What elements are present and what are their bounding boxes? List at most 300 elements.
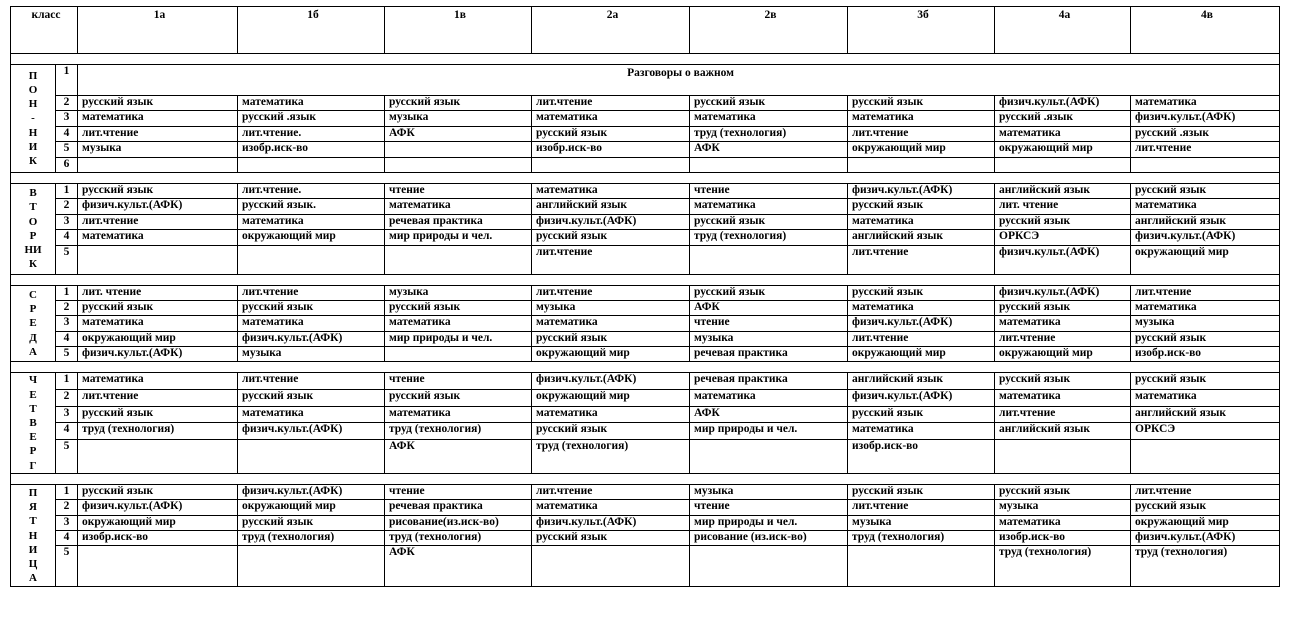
schedule-table (10, 6, 1280, 587)
lesson-cell: математика (1131, 199, 1280, 214)
lesson-cell: АФК (385, 546, 532, 587)
day-letter: Н (28, 529, 38, 542)
lesson-cell: физич.культ.(АФК) (78, 500, 238, 515)
separator-cell (11, 362, 1280, 373)
lesson-row (11, 331, 1280, 346)
lesson-cell: окружающий мир (238, 500, 385, 515)
lesson-row (11, 373, 1280, 390)
lesson-number: 4 (56, 331, 78, 346)
lesson-cell: окружающий мир (532, 389, 690, 406)
lesson-number: 3 (56, 406, 78, 423)
lesson-cell (238, 439, 385, 473)
day-letter: Ч (28, 374, 38, 387)
day-separator (11, 473, 1280, 484)
lesson-cell: английский язык (532, 199, 690, 214)
lesson-cell: математика (385, 199, 532, 214)
lesson-cell: математика (848, 423, 995, 440)
lesson-cell (78, 245, 238, 274)
lesson-cell: АФК (690, 300, 848, 315)
day-letter: Р (29, 445, 37, 458)
lesson-cell: окружающий мир (995, 347, 1131, 362)
day-letter: Р (29, 303, 37, 316)
lesson-cell (385, 347, 532, 362)
lesson-cell: русский .язык (995, 111, 1131, 126)
lesson-cell: русский язык (995, 214, 1131, 229)
lesson-cell: лит.чтение (532, 285, 690, 300)
day-separator (11, 54, 1280, 65)
lesson-cell: физич.культ.(АФК) (1131, 111, 1280, 126)
lesson-cell: физич.культ.(АФК) (848, 316, 995, 331)
day-letter: НИ (24, 243, 42, 256)
lesson-cell: математика (532, 316, 690, 331)
lesson-cell: русский язык (385, 389, 532, 406)
lesson-cell (690, 245, 848, 274)
lesson-cell: русский язык (78, 406, 238, 423)
lesson-cell: изобр.иск-во (238, 142, 385, 157)
lesson-cell: АФК (385, 439, 532, 473)
lesson-cell: английский язык (1131, 406, 1280, 423)
lesson-cell: лит.чтение (532, 484, 690, 499)
lesson-cell: русский язык. (238, 199, 385, 214)
lesson-cell: музыка (1131, 316, 1280, 331)
lesson-cell: труд (технология) (995, 546, 1131, 587)
lesson-cell: физич.культ.(АФК) (238, 331, 385, 346)
lesson-row (11, 199, 1280, 214)
lesson-cell: труд (технология) (848, 531, 995, 546)
lesson-cell: изобр.иск-во (995, 531, 1131, 546)
lesson-cell: математика (995, 316, 1131, 331)
lesson-cell: русский язык (78, 183, 238, 198)
lesson-cell: музыка (385, 111, 532, 126)
lesson-cell: русский язык (848, 484, 995, 499)
lesson-cell (238, 157, 385, 172)
lesson-cell: математика (1131, 300, 1280, 315)
lesson-row (11, 515, 1280, 530)
lesson-cell: мир природы и чел. (385, 331, 532, 346)
lesson-cell (385, 245, 532, 274)
lesson-cell (532, 157, 690, 172)
lesson-number: 1 (56, 65, 78, 96)
lesson-number: 3 (56, 111, 78, 126)
lesson-cell: русский язык (995, 373, 1131, 390)
day-separator (11, 362, 1280, 373)
lesson-cell: русский язык (848, 96, 995, 111)
lesson-cell: математика (385, 316, 532, 331)
lesson-cell: математика (995, 126, 1131, 141)
lesson-cell: физич.культ.(АФК) (78, 347, 238, 362)
lesson-number: 2 (56, 389, 78, 406)
day-letter: Е (29, 431, 37, 444)
lesson-cell: математика (532, 183, 690, 198)
lesson-cell: лит. чтение (78, 285, 238, 300)
lesson-cell: лит.чтение (848, 245, 995, 274)
lesson-cell: русский язык (238, 515, 385, 530)
lesson-cell: окружающий мир (78, 515, 238, 530)
lesson-cell: русский язык (690, 96, 848, 111)
lesson-cell (690, 439, 848, 473)
lesson-number: 3 (56, 316, 78, 331)
lesson-cell: речевая практика (690, 347, 848, 362)
day-letter: С (29, 288, 37, 301)
lesson-row (11, 423, 1280, 440)
lesson-number: 5 (56, 347, 78, 362)
lesson-cell: русский язык (385, 96, 532, 111)
lesson-cell: чтение (385, 183, 532, 198)
lesson-row (11, 230, 1280, 245)
day-letter: Е (29, 388, 37, 401)
day-letter: Я (29, 501, 37, 514)
lesson-cell: математика (238, 214, 385, 229)
lesson-cell: русский язык (1131, 331, 1280, 346)
lesson-cell: математика (238, 316, 385, 331)
day-letter: Д (29, 331, 37, 344)
lesson-cell: математика (78, 111, 238, 126)
day-name (11, 484, 56, 587)
day-letter: А (29, 572, 37, 585)
lesson-cell: лит.чтение (532, 245, 690, 274)
lesson-cell: английский язык (848, 373, 995, 390)
day-name (11, 183, 56, 274)
lesson-cell: лит.чтение (532, 96, 690, 111)
lesson-cell: лит.чтение (848, 500, 995, 515)
day-letter: Ц (28, 557, 38, 570)
lesson-cell: музыка (848, 515, 995, 530)
lesson-cell: лит.чтение (848, 126, 995, 141)
day-letter: В (29, 417, 37, 430)
lesson-row (11, 245, 1280, 274)
lesson-cell: речевая практика (690, 373, 848, 390)
lesson-cell (238, 546, 385, 587)
lesson-cell: русский язык (78, 300, 238, 315)
lesson-cell: русский .язык (1131, 126, 1280, 141)
lesson-cell: русский язык (690, 214, 848, 229)
header-class: 1в (385, 7, 532, 54)
lesson-number: 3 (56, 214, 78, 229)
lesson-cell: труд (технология) (690, 230, 848, 245)
lesson-row (11, 300, 1280, 315)
lesson-number: 1 (56, 484, 78, 499)
lesson-cell: русский язык (848, 199, 995, 214)
lesson-cell: математика (532, 406, 690, 423)
lesson-cell: музыка (385, 285, 532, 300)
lesson-cell: русский язык (238, 389, 385, 406)
lesson-number: 5 (56, 245, 78, 274)
lesson-cell: русский язык (1131, 500, 1280, 515)
lesson-cell: русский язык (995, 484, 1131, 499)
lesson-cell: русский язык (532, 423, 690, 440)
lesson-cell: лит.чтение (995, 331, 1131, 346)
lesson-cell: труд (технология) (385, 423, 532, 440)
lesson-cell: русский язык (848, 406, 995, 423)
lesson-cell (690, 546, 848, 587)
lesson-cell (690, 157, 848, 172)
lesson-row (11, 142, 1280, 157)
header-class: 2а (532, 7, 690, 54)
lesson-row (11, 439, 1280, 473)
lesson-number: 1 (56, 183, 78, 198)
lesson-cell: чтение (690, 183, 848, 198)
lesson-number: 4 (56, 531, 78, 546)
lesson-row (11, 389, 1280, 406)
day-name (11, 285, 56, 362)
lesson-cell (238, 245, 385, 274)
header-class: 2в (690, 7, 848, 54)
lesson-number: 4 (56, 126, 78, 141)
lesson-row (11, 500, 1280, 515)
lesson-cell: лит.чтение (78, 126, 238, 141)
lesson-cell: русский .язык (238, 111, 385, 126)
lesson-cell: лит.чтение (1131, 142, 1280, 157)
day-letter: К (29, 258, 37, 271)
lesson-cell: музыка (78, 142, 238, 157)
lesson-cell: математика (238, 406, 385, 423)
lesson-cell: русский язык (1131, 373, 1280, 390)
lesson-cell: изобр.иск-во (532, 142, 690, 157)
lesson-row (11, 111, 1280, 126)
lesson-cell: физич.культ.(АФК) (995, 96, 1131, 111)
day-name (11, 65, 56, 173)
header-class: 4в (1131, 7, 1280, 54)
lesson-cell: математика (532, 500, 690, 515)
lesson-row (11, 531, 1280, 546)
lesson-cell: физич.культ.(АФК) (995, 245, 1131, 274)
lesson-cell: окружающий мир (1131, 245, 1280, 274)
lesson-cell: АФК (690, 142, 848, 157)
lesson-cell: лит.чтение (1131, 484, 1280, 499)
lesson-cell: рисование (из.иск-во) (690, 531, 848, 546)
lesson-cell: музыка (690, 484, 848, 499)
lesson-number: 3 (56, 515, 78, 530)
lesson-cell: математика (690, 199, 848, 214)
lesson-cell: лит.чтение. (238, 126, 385, 141)
lesson-cell: физич.культ.(АФК) (1131, 531, 1280, 546)
lesson-row (11, 546, 1280, 587)
lesson-cell: чтение (690, 316, 848, 331)
lesson-cell: ОРКСЭ (995, 230, 1131, 245)
lesson-cell (78, 157, 238, 172)
lesson-row (11, 183, 1280, 198)
lesson-cell: русский язык (78, 96, 238, 111)
lesson-cell: музыка (532, 300, 690, 315)
lesson-cell: окружающий мир (532, 347, 690, 362)
lesson-cell: физич.культ.(АФК) (532, 515, 690, 530)
header-corner: класс (11, 7, 78, 54)
header-class: 4а (995, 7, 1131, 54)
lesson-number: 5 (56, 546, 78, 587)
lesson-cell: лит.чтение. (238, 183, 385, 198)
lesson-row (11, 316, 1280, 331)
lesson-cell: лит. чтение (995, 199, 1131, 214)
lesson-number: 1 (56, 285, 78, 300)
lesson-cell: математика (532, 111, 690, 126)
lesson-cell: изобр.иск-во (78, 531, 238, 546)
lesson-cell: русский язык (532, 331, 690, 346)
lesson-cell: труд (технология) (238, 531, 385, 546)
lesson-cell: окружающий мир (78, 331, 238, 346)
header-row (11, 7, 1280, 54)
day-letter: Т (29, 402, 37, 415)
lesson-cell: математика (78, 316, 238, 331)
lesson-cell (532, 546, 690, 587)
lesson-cell: рисование(из.иск-во) (385, 515, 532, 530)
header-class: 3б (848, 7, 995, 54)
lesson-cell: физич.культ.(АФК) (848, 183, 995, 198)
lesson-cell: лит.чтение (238, 373, 385, 390)
lesson-number: 2 (56, 300, 78, 315)
lesson-cell: труд (технология) (78, 423, 238, 440)
lesson-cell: лит.чтение (1131, 285, 1280, 300)
lesson-cell: английский язык (848, 230, 995, 245)
lesson-row (11, 484, 1280, 499)
lesson-cell: математика (78, 373, 238, 390)
lesson-cell: математика (995, 389, 1131, 406)
lesson-number: 5 (56, 142, 78, 157)
lesson-cell: чтение (690, 500, 848, 515)
lesson-cell: русский язык (238, 300, 385, 315)
lesson-cell: окружающий мир (848, 347, 995, 362)
lesson-cell: труд (технология) (385, 531, 532, 546)
lesson-cell (848, 157, 995, 172)
lesson-cell: математика (238, 96, 385, 111)
day-letter: П (28, 69, 38, 82)
lesson-cell: лит.чтение (238, 285, 385, 300)
lesson-cell: речевая практика (385, 214, 532, 229)
lesson-cell: математика (78, 230, 238, 245)
lesson-cell: русский язык (532, 126, 690, 141)
lesson-cell: математика (848, 300, 995, 315)
day-letter: - (31, 112, 35, 125)
separator-cell (11, 54, 1280, 65)
lesson-cell: окружающий мир (1131, 515, 1280, 530)
lesson-cell: математика (690, 111, 848, 126)
day-name (11, 373, 56, 473)
lesson-cell: лит.чтение (78, 389, 238, 406)
lesson-cell: окружающий мир (848, 142, 995, 157)
lesson-cell (1131, 439, 1280, 473)
lesson-cell: физич.культ.(АФК) (1131, 230, 1280, 245)
lesson-cell: математика (848, 214, 995, 229)
lesson-cell: АФК (385, 126, 532, 141)
day-letter: О (28, 215, 38, 228)
lesson-cell: физич.культ.(АФК) (532, 373, 690, 390)
lesson-cell: труд (технология) (1131, 546, 1280, 587)
lesson-cell (78, 546, 238, 587)
day-letter: И (28, 140, 38, 153)
lesson-number: 6 (56, 157, 78, 172)
lesson-row (11, 157, 1280, 172)
lesson-cell: мир природы и чел. (690, 515, 848, 530)
lesson-cell: математика (690, 389, 848, 406)
lesson-cell: русский язык (848, 285, 995, 300)
day-letter: В (29, 187, 37, 200)
separator-cell (11, 473, 1280, 484)
lesson-cell (385, 142, 532, 157)
header-class: 1б (238, 7, 385, 54)
special-lesson: Разговоры о важном (78, 65, 1280, 96)
day-letter: Н (28, 126, 38, 139)
lesson-cell: музыка (995, 500, 1131, 515)
day-letter: К (29, 154, 37, 167)
lesson-cell: русский язык (690, 285, 848, 300)
lesson-cell: физич.культ.(АФК) (532, 214, 690, 229)
lesson-cell: математика (385, 406, 532, 423)
lesson-cell: математика (1131, 96, 1280, 111)
lesson-cell: физич.культ.(АФК) (848, 389, 995, 406)
lesson-cell: английский язык (995, 423, 1131, 440)
lesson-cell: чтение (385, 484, 532, 499)
lesson-cell: русский язык (1131, 183, 1280, 198)
lesson-cell: мир природы и чел. (690, 423, 848, 440)
lesson-number: 2 (56, 500, 78, 515)
lesson-cell: физич.культ.(АФК) (78, 199, 238, 214)
lesson-cell: изобр.иск-во (848, 439, 995, 473)
lesson-cell: мир природы и чел. (385, 230, 532, 245)
lesson-cell (995, 157, 1131, 172)
day-separator (11, 172, 1280, 183)
lesson-number: 2 (56, 199, 78, 214)
lesson-number: 1 (56, 373, 78, 390)
lesson-cell: окружающий мир (995, 142, 1131, 157)
lesson-cell: речевая практика (385, 500, 532, 515)
header-class: 1а (78, 7, 238, 54)
day-letter: Г (29, 459, 37, 472)
lesson-cell: русский язык (995, 300, 1131, 315)
lesson-cell (1131, 157, 1280, 172)
lesson-number: 5 (56, 439, 78, 473)
lesson-cell: чтение (385, 373, 532, 390)
lesson-cell (995, 439, 1131, 473)
lesson-cell: математика (1131, 389, 1280, 406)
lesson-row (11, 406, 1280, 423)
lesson-cell: труд (технология) (532, 439, 690, 473)
lesson-cell: математика (995, 515, 1131, 530)
lesson-cell: АФК (690, 406, 848, 423)
lesson-row (11, 126, 1280, 141)
lesson-cell: английский язык (1131, 214, 1280, 229)
lesson-cell: русский язык (532, 230, 690, 245)
day-letter: Н (28, 98, 38, 111)
day-letter: Т (29, 201, 37, 214)
lesson-row (11, 65, 1280, 96)
lesson-cell: физич.культ.(АФК) (238, 484, 385, 499)
lesson-cell: изобр.иск-во (1131, 347, 1280, 362)
lesson-cell: окружающий мир (238, 230, 385, 245)
lesson-cell: математика (848, 111, 995, 126)
lesson-number: 2 (56, 96, 78, 111)
separator-cell (11, 172, 1280, 183)
day-letter: Р (29, 229, 37, 242)
lesson-number: 4 (56, 423, 78, 440)
lesson-row (11, 347, 1280, 362)
day-letter: Е (29, 317, 37, 330)
lesson-cell: музыка (238, 347, 385, 362)
lesson-cell: музыка (690, 331, 848, 346)
lesson-cell: английский язык (995, 183, 1131, 198)
lesson-cell: ОРКСЭ (1131, 423, 1280, 440)
day-letter: О (28, 83, 38, 96)
lesson-cell: русский язык (532, 531, 690, 546)
lesson-cell: русский язык (385, 300, 532, 315)
day-letter: И (28, 543, 38, 556)
lesson-cell (78, 439, 238, 473)
lesson-cell (848, 546, 995, 587)
lesson-number: 4 (56, 230, 78, 245)
day-separator (11, 274, 1280, 285)
lesson-cell: лит.чтение (995, 406, 1131, 423)
lesson-cell: физич.культ.(АФК) (995, 285, 1131, 300)
lesson-cell: лит.чтение (848, 331, 995, 346)
lesson-cell: русский язык (78, 484, 238, 499)
